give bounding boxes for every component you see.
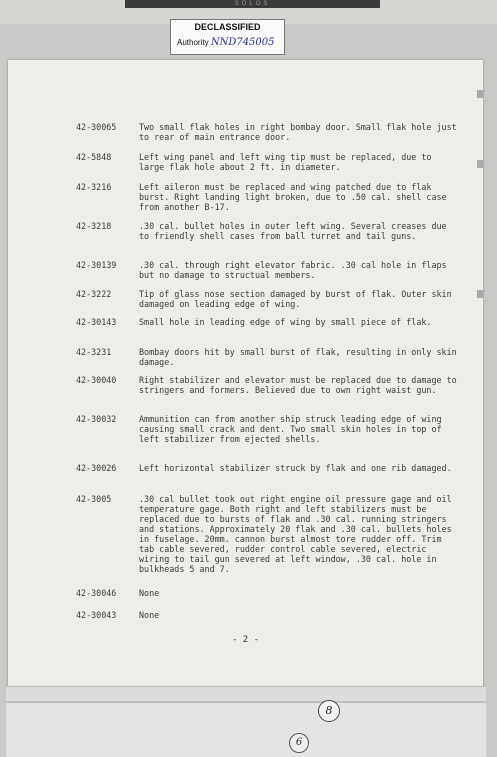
aircraft-serial: 42-30043 [76, 610, 117, 620]
stamp-authority-value: NND745005 [210, 37, 275, 48]
page-edge-mark [477, 290, 483, 298]
aircraft-serial: 42-30040 [76, 375, 117, 385]
damage-description: .30 cal bullet took out right engine oil pressure gage and oil temperature gage. Both right and left stabilizers must be replaced due to bursts of flak and .30 cal. running stringers and stations. Approximately 20 flak and .30 cal. bullets holes in fuselage. 20mm. cannon burst almost tore rudder off. Trim tab cable severed, rudder control cable severed, electric wiring to tail gun severed at left window, .30 cal. hole in bulkheads 5 and 7. [139, 494, 452, 574]
circled-page-mark: 8 [318, 700, 340, 722]
aircraft-serial: 42-3231 [76, 347, 112, 357]
document-page [8, 60, 483, 700]
damage-description: Small hole in leading edge of wing by small piece of flak. [139, 317, 432, 327]
aircraft-serial: 42-3005 [76, 494, 112, 504]
damage-description: Right stabilizer and elevator must be replaced due to damage to stringers and formers. Believed due to own right waist gun. [139, 375, 457, 395]
damage-description: .30 cal. through right elevator fabric. .30 cal hole in flaps but no damage to structual members. [139, 260, 447, 280]
declassified-stamp [170, 19, 285, 55]
aircraft-serial: 42-30046 [76, 588, 117, 598]
damage-description: Two small flak holes in right bombay door. Small flak hole just to rear of main entrance door. [139, 122, 457, 142]
aircraft-serial: 42-30139 [76, 260, 117, 270]
aircraft-serial: 42-3216 [76, 182, 112, 192]
aircraft-serial: 42-5848 [76, 152, 112, 162]
damage-description: Ammunition can from another ship struck leading edge of wing causing small crack and dent. Two small skin holes in top of left stabilizer from ejected shells. [139, 414, 442, 444]
stamp-title: DECLASSIFIED [194, 22, 261, 32]
page-edge-mark [477, 160, 483, 168]
circled-page-mark: 6 [289, 733, 309, 753]
page-edge-mark [477, 90, 483, 98]
aircraft-serial: 42-30065 [76, 122, 117, 132]
damage-description: Tip of glass nose section damaged by burst of flak. Outer skin damaged on leading edge of wing. [139, 289, 452, 309]
stamp-authority-label: Authority [177, 38, 209, 47]
damage-description: None [139, 610, 160, 620]
damage-description: Left aileron must be replaced and wing patched due to flak burst. Right landing light broken, due to .50 cal. shell case from another B-17. [139, 182, 447, 212]
aircraft-serial: 42-30032 [76, 414, 117, 424]
page-number: - 2 - [231, 635, 260, 645]
damage-description: Left wing panel and left wing tip must be replaced, due to large flak hole about 2 ft. in diameter. [139, 152, 432, 172]
stamp-authority [177, 37, 275, 48]
damage-description: Left horizontal stabilizer struck by flak and one rib damaged. [139, 463, 452, 473]
aircraft-serial: 42-3222 [76, 289, 112, 299]
aircraft-serial: 42-3218 [76, 221, 112, 231]
damage-description: Bombay doors hit by small burst of flak, resulting in only skin damage. [139, 347, 457, 367]
damage-description: .30 cal. bullet holes in outer left wing. Several creases due to friendly shell cases from ball turret and tail guns. [139, 221, 447, 241]
page-fold [6, 686, 486, 701]
damage-description: None [139, 588, 160, 598]
folder-tab: SOLOS [125, 0, 380, 8]
aircraft-serial: 42-30143 [76, 317, 117, 327]
aircraft-serial: 42-30026 [76, 463, 117, 473]
underlying-page [6, 702, 486, 757]
